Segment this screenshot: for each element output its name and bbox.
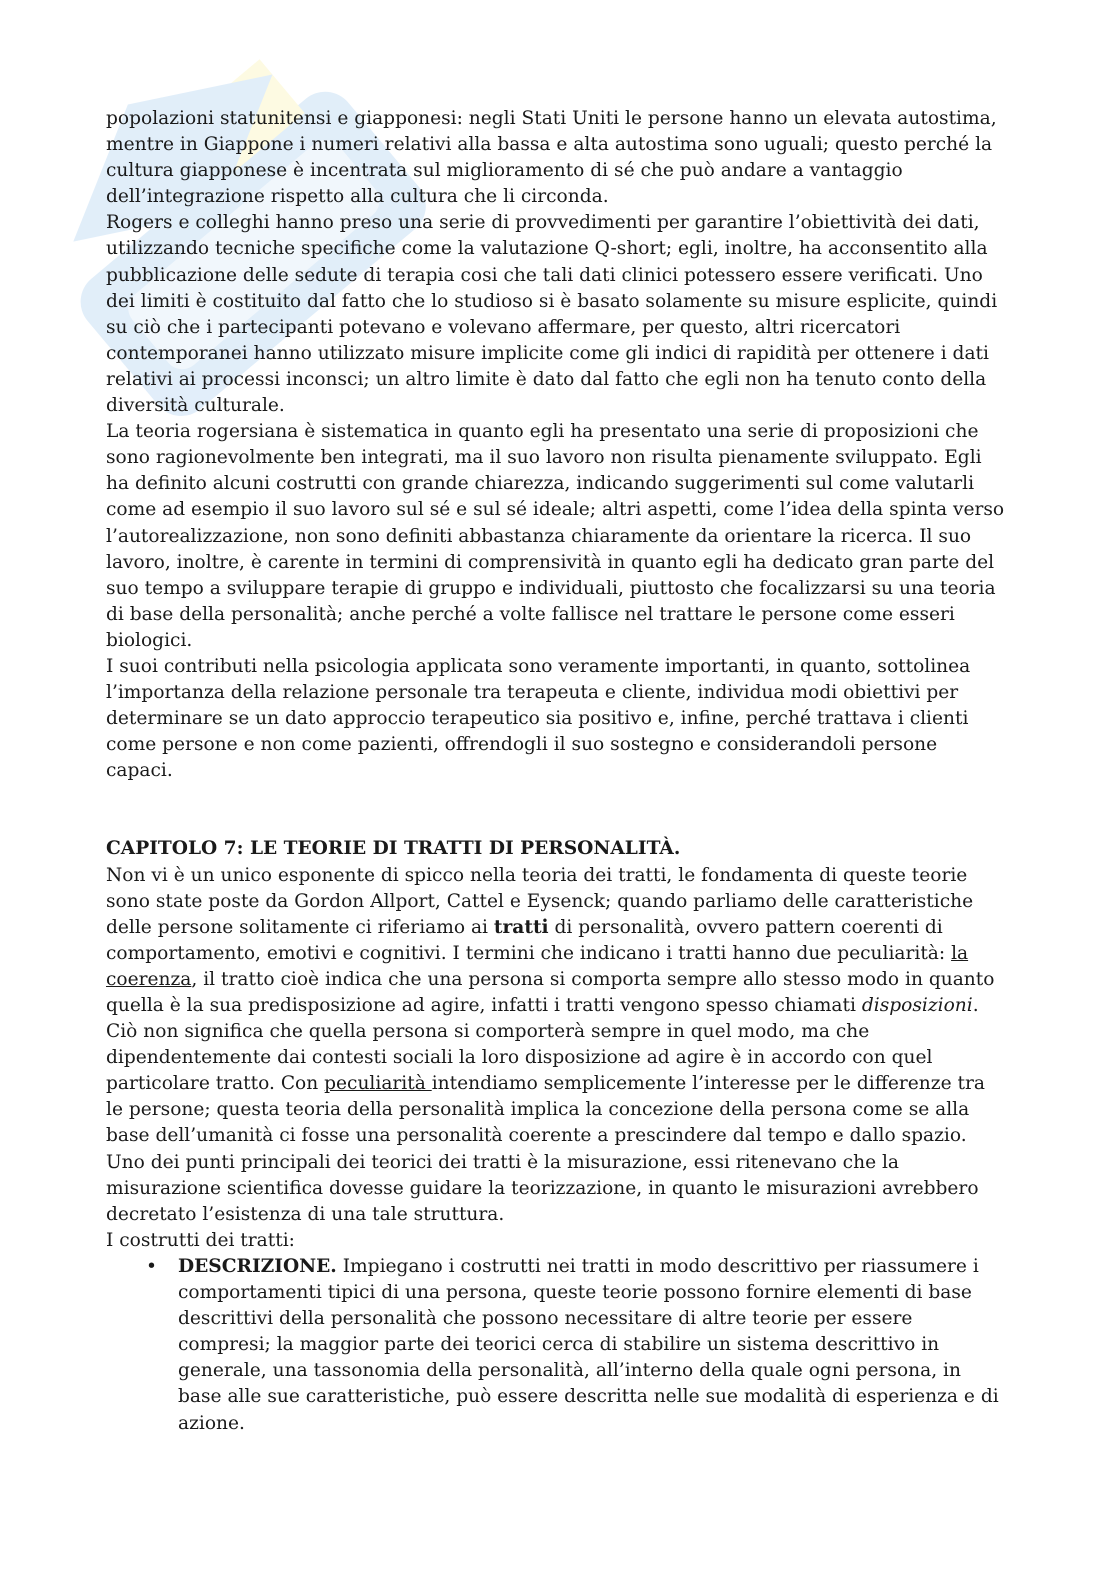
section-spacer [106, 784, 1006, 836]
term-disposizioni: disposizioni [861, 995, 973, 1016]
constructs-list [106, 1254, 1006, 1437]
bullet-icon: • [146, 1255, 157, 1277]
term-tratti: tratti [493, 916, 549, 938]
term-coerenza: la coerenza [106, 942, 969, 990]
term-peculiarita: peculiarità [324, 1073, 432, 1095]
list-item-text: Impiegano i costrutti nei tratti in modo descrittivo per riassumere i comportamenti tipici di una persona, queste teorie possono fornire elementi di base descrittivi della personalità che possono necessitare di altre teorie per essere compresi; la maggior parte dei teorici cerca di stabilire un sistema descrittivo in generale, una tassonomia della personalità, all’interno della quale ogni persona, in base alle sue caratteristiche, può essere descritta nelle sue modalità di esperienza e di azione. [178, 1255, 999, 1434]
paragraph-autostima: popolazioni statunitensi e giapponesi: negli Stati Uniti le persone hanno un elevata autostima, mentre in Giappone i numeri relativi alla bassa e alta autostima sono uguali; questo perché la cultura giapponese è incentrata sul miglioramento di sé che può andare a vantaggio dell’integrazione rispetto alla cultura che li circonda. [106, 108, 997, 208]
paragraph-tratti-intro [106, 863, 1006, 1150]
intro-text-2: di personalità, ovvero pattern coerenti di comportamento, emotivi e cognitivi. I termini che indicano i tratti hanno due peculiarità: [106, 916, 952, 964]
paragraph-contributi: I suoi contributi nella psicologia applicata sono veramente importanti, in quanto, sottolinea l’importanza della relazione personale tra terapeuta e cliente, individua modi obiettivi per determinare se un dato approccio terapeutico sia positivo e, infine, perché trattava i clienti come persone e non come pazienti, offrendogli il suo sostegno e considerandoli persone capaci. [106, 655, 971, 782]
document-page [106, 106, 1006, 1437]
constructs-label: I costrutti dei tratti: [106, 1229, 295, 1251]
intro-text-5: intendiamo semplicemente l’interesse per le differenze tra le persone; questa teoria della personalità implica la concezione della persona come se alla base dell’umanità ci fosse una personalità coerente a prescindere dal tempo e dallo spazio. [106, 1073, 985, 1147]
paragraph-rogers-obiettivita: Rogers e colleghi hanno preso una serie di provvedimenti per garantire l’obiettività dei dati, utilizzando tecniche specifiche come la valutazione Q-short; egli, inoltre, ha acconsentito alla pubblicazione delle sedute di terapia cosi che tali dati clinici potessero essere verificati. Uno dei limiti è costituito dal fatto che lo studioso si è basato solamente su misure esplicite, quindi su ciò che i partecipanti potevano e volevano affermare, per questo, altri ricercatori contemporanei hanno utilizzato misure implicite come gli indici di rapidità per ottenere i dati relativi ai processi inconsci; un altro limite è dato dal fatto che egli non ha tenuto conto della diversità culturale. [106, 212, 998, 417]
paragraph-misurazione: Uno dei punti principali dei teorici dei tratti è la misurazione, essi ritenevano che la misurazione scientifica dovesse guidare la teorizzazione, in quanto le misurazioni avrebbero decretato l’esistenza di una tale struttura. [106, 1151, 979, 1225]
list-item-term: DESCRIZIONE. [178, 1255, 337, 1277]
paragraph-teoria-rogersiana: La teoria rogersiana è sistematica in quanto egli ha presentato una serie di proposizioni che sono ragionevolmente ben integrati, ma il suo lavoro non risulta pienamente sviluppato. Egli ha definito alcuni costrutti con grande chiarezza, indicando suggerimenti sul come valutarli come ad esempio il suo lavoro sul sé e sul sé ideale; altri aspetti, come l’idea della spinta verso l’autorealizzazione, non sono definiti abbastanza chiaramente da orientare la ricerca. Il suo lavoro, inoltre, è carente in termini di comprensività in quanto egli ha dedicato gran parte del suo tempo a sviluppare terapie di gruppo e individuali, piuttosto che focalizzarsi su una teoria di base della personalità; anche perché a volte fallisce nel trattare le persone come esseri biologici. [106, 421, 1005, 651]
intro-text-3: , il tratto cioè indica che una persona si comporta sempre allo stesso modo in quanto quella è la sua predisposizione ad agire, infatti i tratti vengono spesso chiamati [106, 968, 995, 1016]
list-item-descrizione [106, 1254, 1006, 1437]
chapter-title: CAPITOLO 7: LE TEORIE DI TRATTI DI PERSONALITÀ. [106, 838, 681, 860]
intro-text-4: . Ciò non significa che quella persona si comporterà sempre in quel modo, ma che dipendentemente dai contesti sociali la loro disposizione ad agire è in accordo con quel particolare tratto. Con [106, 995, 979, 1095]
intro-text-1: Non vi è un unico esponente di spicco nella teoria dei tratti, le fondamenta di queste teorie sono state poste da Gordon Allport, Cattel e Eysenck; quando parliamo delle caratteristiche delle persone solitamente ci riferiamo ai [106, 864, 974, 938]
